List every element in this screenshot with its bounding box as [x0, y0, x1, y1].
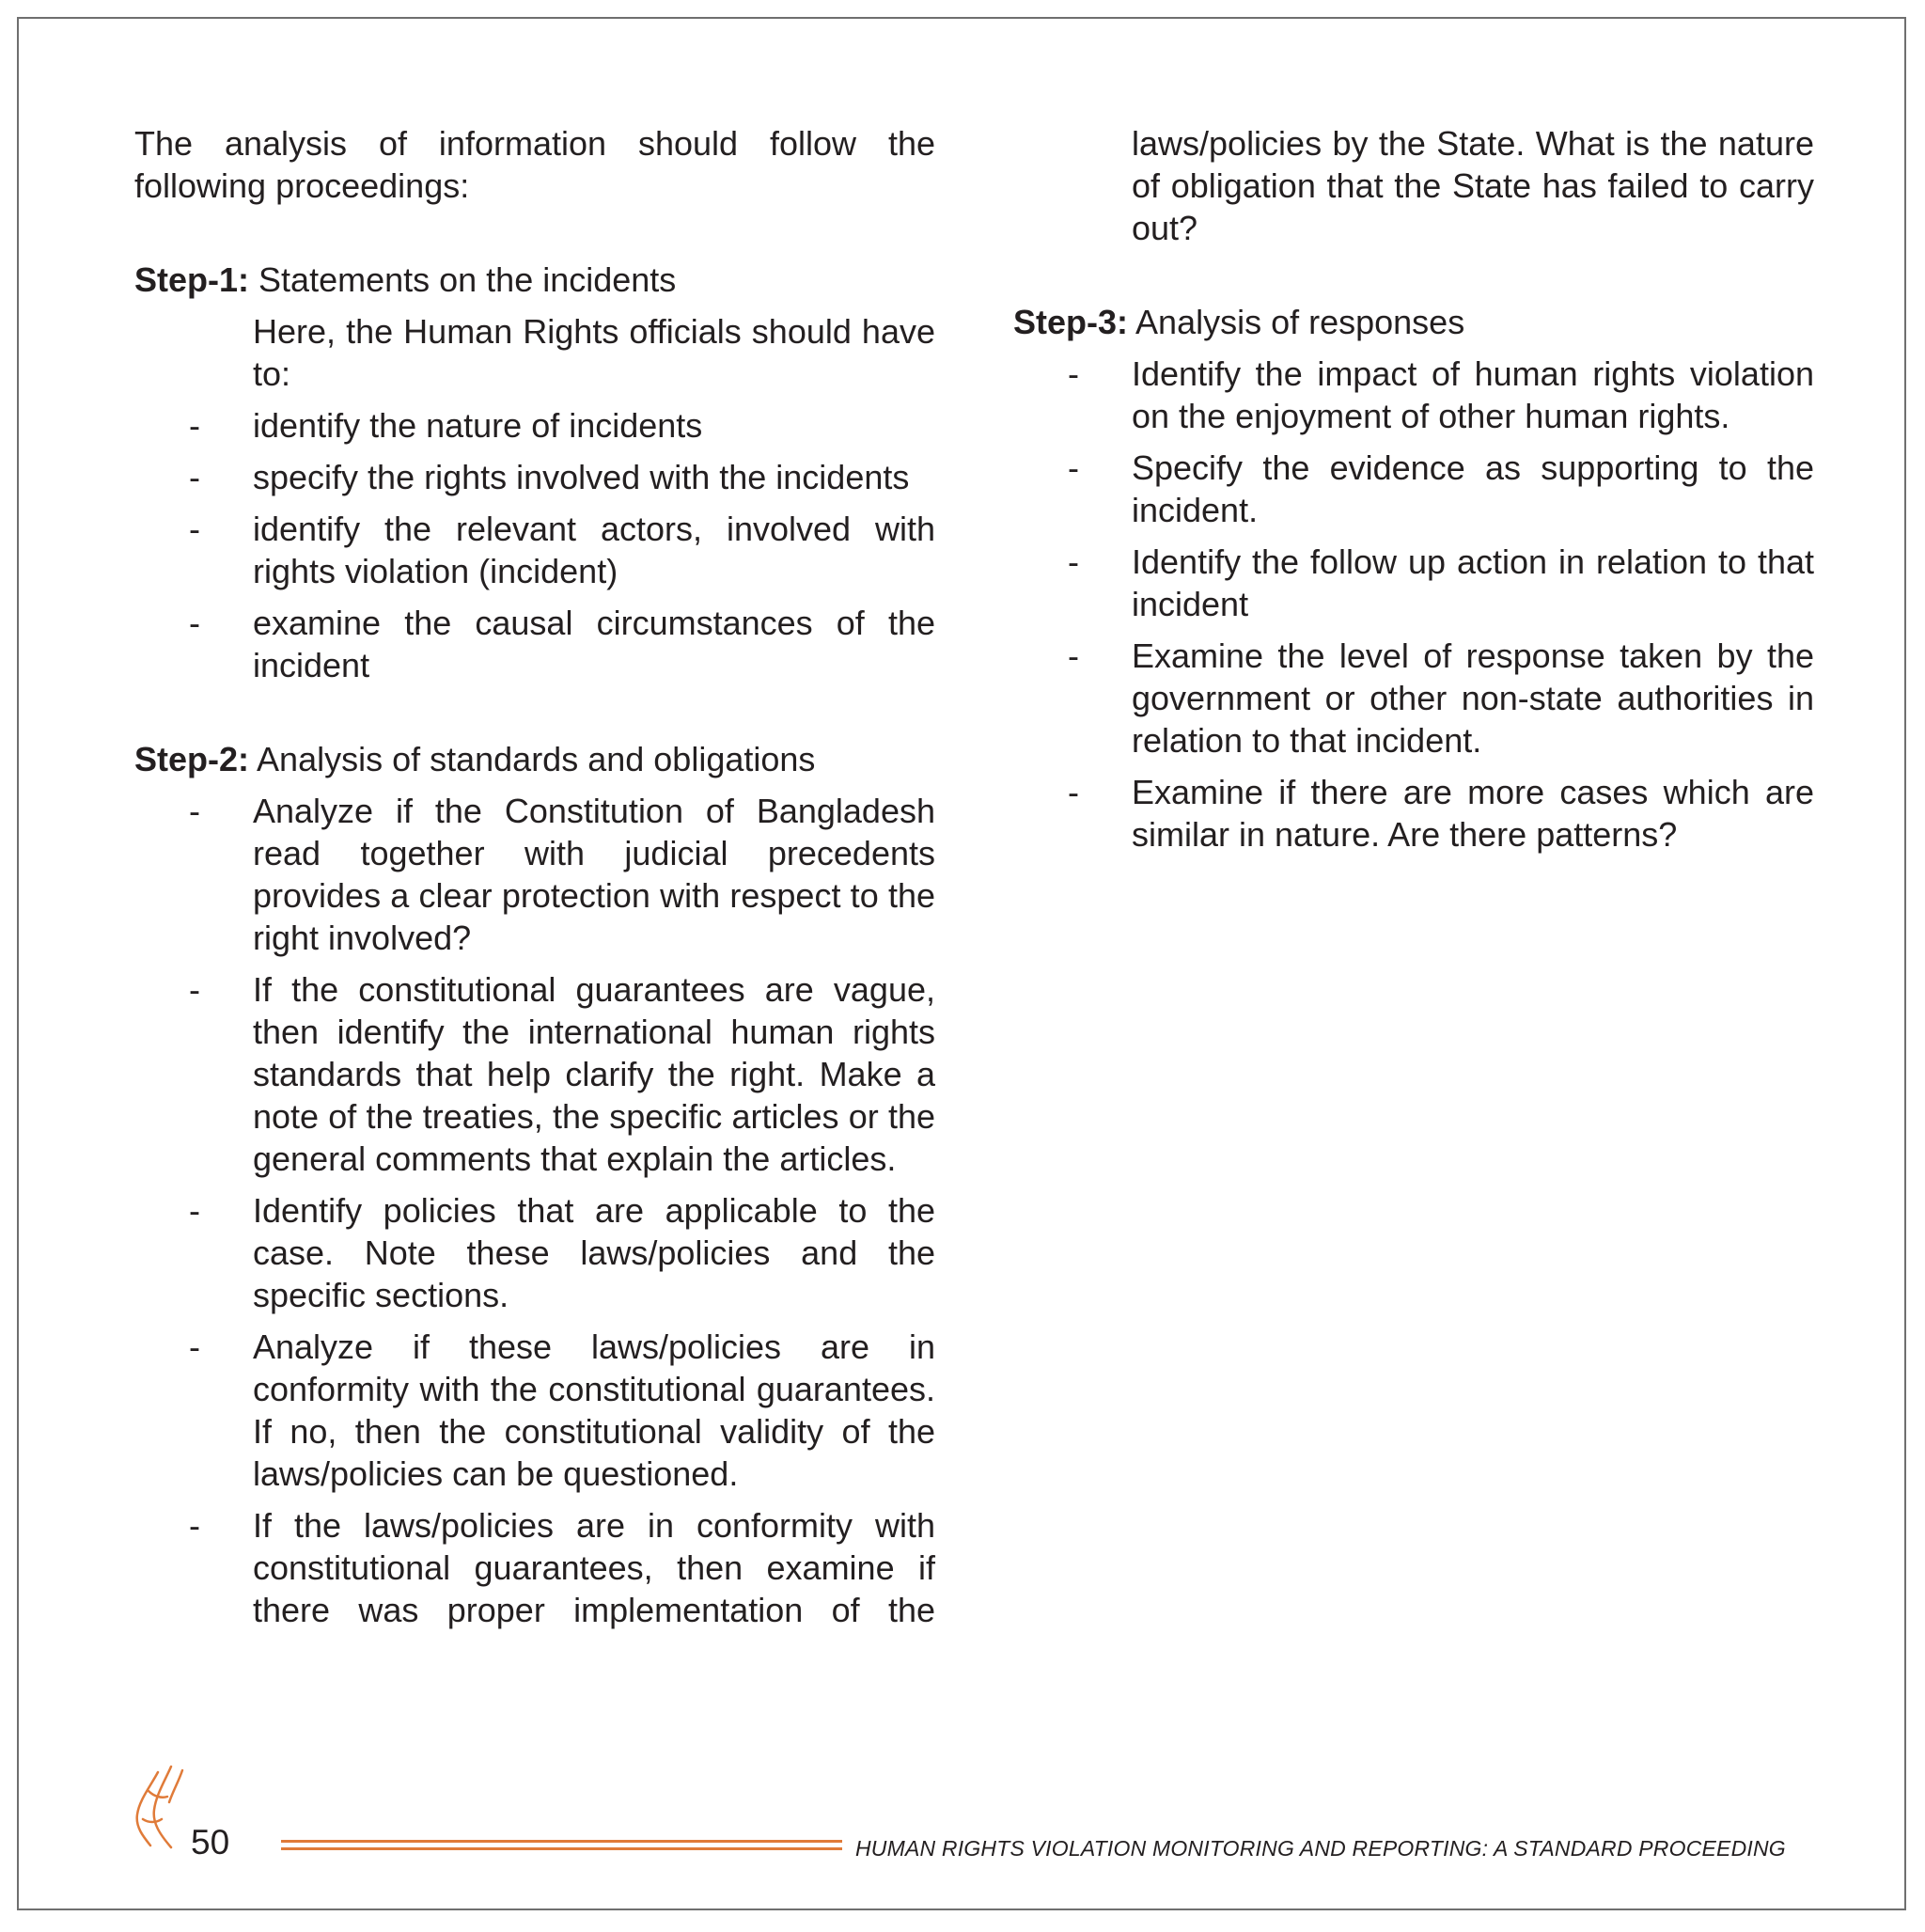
list-item: - If the constitutional guarantees are vague, then identify the international human rights standards that help clarify the right. Make a note of the treaties, the specific articles or the general comments that explain the articles.: [189, 970, 935, 1178]
step1-label: Step-1:: [134, 260, 250, 299]
step2-continuation: laws/policies by the State. What is the nature of obligation that the State has failed to carry out?: [1132, 124, 1814, 247]
list-item: - identify the relevant actors, involved with rights violation (incident): [189, 510, 935, 590]
step3-heading: [1013, 301, 1814, 343]
step3-list: [1013, 353, 1814, 856]
dash-bullet: -: [189, 510, 200, 548]
dash-bullet: -: [189, 1327, 200, 1366]
list-item: - Examine the level of response taken by the government or other non-state authorities in relation to that incident.: [1068, 636, 1814, 760]
dash-bullet: -: [189, 792, 200, 830]
dash-bullet: -: [1068, 542, 1079, 581]
dash-bullet: -: [1068, 773, 1079, 811]
dash-bullet: -: [189, 1506, 200, 1545]
list-item: - Identify policies that are applicable to the case. Note these laws/policies and the specific sections.: [189, 1191, 935, 1314]
dash-bullet: -: [189, 970, 200, 1009]
list-item: - Analyze if these laws/policies are in conformity with the constitutional guarantees. If no, then the constitutional validity of the laws/policies can be questioned.: [189, 1327, 935, 1493]
list-item: - Identify the follow up action in relation to that incident: [1068, 542, 1814, 623]
list-item: - specify the rights involved with the incidents: [189, 458, 910, 496]
step2-heading: [134, 738, 935, 780]
list-item: - Analyze if the Constitution of Bangladesh read together with judicial precedents provides a clear protection with respect to the right involved?: [189, 792, 935, 957]
list-item: - Identify the impact of human rights violation on the enjoyment of other human rights.: [1068, 354, 1814, 435]
dash-bullet: -: [189, 458, 200, 496]
step1-heading: [134, 259, 935, 301]
footer-rule: [281, 1840, 842, 1853]
left-column: [134, 122, 935, 1631]
dash-bullet: -: [189, 604, 200, 642]
dash-bullet: -: [189, 1191, 200, 1230]
page-number: 50: [191, 1823, 230, 1861]
list-item: - identify the nature of incidents: [189, 406, 703, 445]
list-item: - Examine if there are more cases which are similar in nature. Are there patterns?: [1068, 773, 1814, 854]
step1-title: Statements on the incidents: [258, 260, 677, 299]
step3-title: Analysis of responses: [1135, 303, 1465, 341]
dash-bullet: -: [1068, 448, 1079, 487]
right-column: [1013, 122, 1814, 856]
dash-bullet: -: [1068, 636, 1079, 675]
list-item: - examine the causal circumstances of the incident: [189, 604, 935, 684]
step3-label: Step-3:: [1013, 303, 1129, 341]
step2-label: Step-2:: [134, 740, 250, 778]
dash-bullet: -: [1068, 354, 1079, 393]
decorative-figure-logo: [130, 1763, 196, 1852]
step2-list: [134, 790, 935, 1631]
list-item: - Specify the evidence as supporting to the incident.: [1068, 448, 1814, 529]
intro-paragraph: The analysis of information should follow the following proceedings:: [134, 124, 935, 205]
step1-lead: Here, the Human Rights officials should have to:: [253, 312, 935, 393]
step1-list: [134, 404, 935, 686]
dash-bullet: -: [189, 406, 200, 445]
step2-title: Analysis of standards and obligations: [257, 740, 816, 778]
list-item: - If the laws/policies are in conformity with constitutional guarantees, then examine if there was proper implementation of the: [189, 1506, 935, 1629]
running-title: HUMAN RIGHTS VIOLATION MONITORING AND REPORTING: A STANDARD PROCEEDING: [855, 1836, 1786, 1861]
